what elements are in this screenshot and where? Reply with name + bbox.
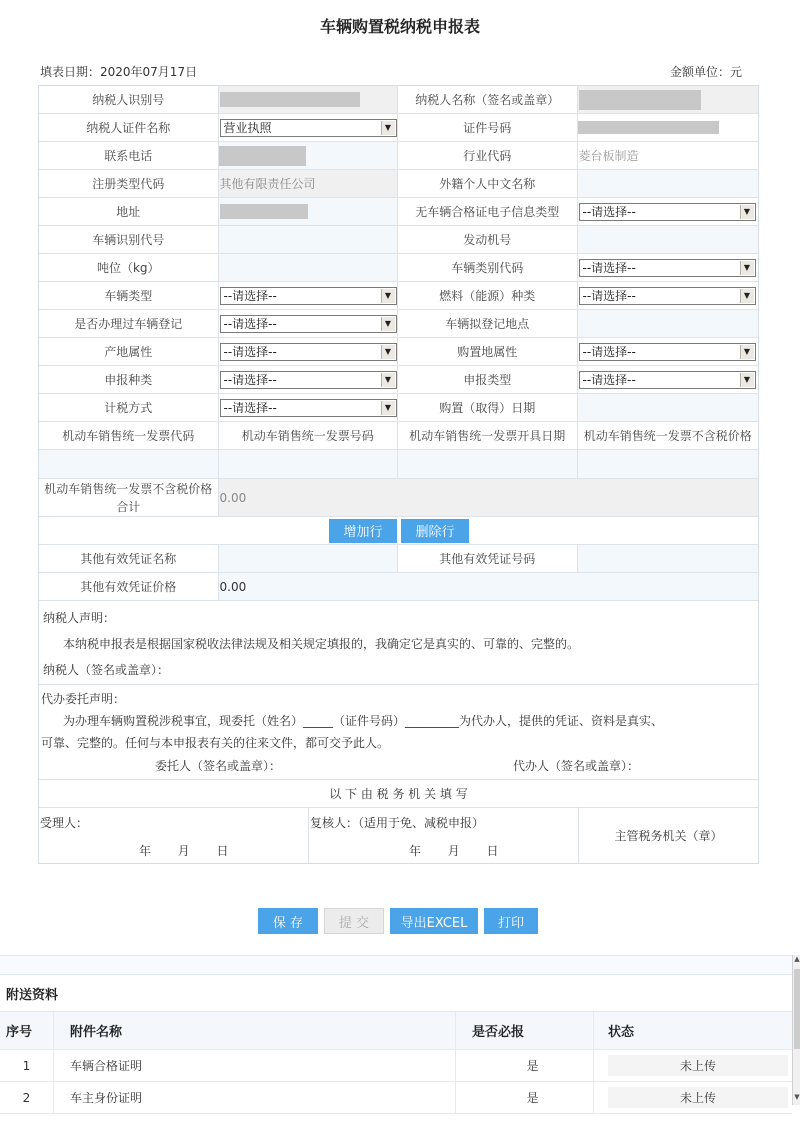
cert-no-field[interactable] <box>578 114 759 141</box>
invoice-total-label: 机动车销售统一发票不含税价格合计 <box>39 479 219 516</box>
registered-cell <box>219 310 399 337</box>
origin-label: 产地属性 <box>39 338 219 365</box>
row-name: 车主身份证明 <box>54 1082 456 1113</box>
reg-type-label: 注册类型代码 <box>39 170 219 197</box>
invoice-date-header: 机动车销售统一发票开具日期 <box>398 422 578 449</box>
redacted-value <box>579 90 701 110</box>
no-cert-cell <box>578 198 759 225</box>
chevron-down-icon[interactable]: ▼ <box>740 289 754 303</box>
row-name: 车辆合格证明 <box>54 1050 456 1081</box>
agent-title: 代办委托声明： <box>41 692 126 706</box>
fill-date: 填表日期：2020年07月17日 <box>40 65 198 79</box>
reg-place-label: 车辆拟登记地点 <box>398 310 578 337</box>
taxpayer-sign: 纳税人（签名或盖章）： <box>43 663 170 677</box>
declare-type-cell <box>578 366 759 393</box>
form-row <box>39 573 758 601</box>
chevron-down-icon[interactable]: ▼ <box>381 121 395 135</box>
declare-type-select[interactable]: --请选择-- ▼ <box>579 371 756 389</box>
row-actions <box>39 517 758 545</box>
chevron-down-icon[interactable]: ▼ <box>740 345 754 359</box>
col-name: 附件名称 <box>54 1012 456 1049</box>
fuel-label: 燃料（能源）种类 <box>398 282 578 309</box>
row-status: 未上传 <box>608 1087 788 1108</box>
vehicle-type-label: 车辆类型 <box>39 282 219 309</box>
chevron-down-icon[interactable]: ▼ <box>381 317 395 331</box>
chevron-down-icon[interactable]: ▼ <box>381 373 395 387</box>
cert-name-cell <box>219 114 399 141</box>
declare-kind-select[interactable]: --请选择-- ▼ <box>220 371 397 389</box>
vehicle-type-cell <box>219 282 399 309</box>
form-row <box>39 254 758 282</box>
registered-label: 是否办理过车辆登记 <box>39 310 219 337</box>
tonnage-input[interactable] <box>219 254 399 281</box>
engine-label: 发动机号 <box>398 226 578 253</box>
vehicle-type-select[interactable]: --请选择-- ▼ <box>220 287 397 305</box>
purchase-place-select[interactable]: --请选择-- ▼ <box>579 343 756 361</box>
row-required: 是 <box>456 1050 594 1081</box>
phone-field[interactable] <box>219 142 399 169</box>
address-field[interactable] <box>219 198 399 225</box>
industry-field: 菱台板制造 <box>578 142 759 169</box>
origin-cell <box>219 338 399 365</box>
cert-name-label: 纳税人证件名称 <box>39 114 219 141</box>
table-row <box>0 1082 792 1114</box>
add-row-button[interactable]: 增加行 <box>329 519 397 543</box>
declaration-title: 纳税人声明： <box>43 611 116 625</box>
attachments-title: 附送资料 <box>0 975 792 1012</box>
scrollbar[interactable] <box>792 955 800 1105</box>
other-cert-no-label: 其他有效凭证号码 <box>398 545 578 572</box>
redacted-value <box>219 146 306 166</box>
reviewer-cell <box>309 808 579 863</box>
vin-label: 车辆识别代号 <box>39 226 219 253</box>
print-button[interactable]: 打印 <box>484 908 538 934</box>
address-label: 地址 <box>39 198 219 225</box>
form-row <box>39 198 758 226</box>
row-status-cell <box>594 1050 792 1081</box>
tax-method-select[interactable]: --请选择-- ▼ <box>220 399 397 417</box>
declare-kind-label: 申报种类 <box>39 366 219 393</box>
fuel-cell <box>578 282 759 309</box>
other-cert-no-input[interactable] <box>578 545 759 572</box>
taxpayer-name-label: 纳税人名称（签名或盖章） <box>398 86 578 113</box>
purchase-date-label: 购置（取得）日期 <box>398 394 578 421</box>
invoice-price-input[interactable] <box>578 450 759 478</box>
vin-input[interactable] <box>219 226 399 253</box>
vehicle-category-cell <box>578 254 759 281</box>
form-row <box>39 142 758 170</box>
row-status: 未上传 <box>608 1055 788 1076</box>
page-title: 车辆购置税纳税申报表 <box>319 17 480 36</box>
other-cert-name-input[interactable] <box>219 545 399 572</box>
vehicle-category-select[interactable]: --请选择-- ▼ <box>579 259 756 277</box>
invoice-price-header: 机动车销售统一发票不含税价格 <box>583 429 752 443</box>
reviewer-date: 年 月 日 <box>409 844 499 858</box>
cert-no-label: 证件号码 <box>398 114 578 141</box>
tonnage-label: 吨位（kg） <box>39 254 219 281</box>
invoice-total-row <box>39 479 758 517</box>
invoice-no-input[interactable] <box>219 450 399 478</box>
redacted-value <box>578 121 719 134</box>
save-button[interactable]: 保 存 <box>258 908 318 934</box>
invoice-date-input[interactable] <box>398 450 578 478</box>
origin-select[interactable]: --请选择-- ▼ <box>220 343 397 361</box>
principal-sign: 委托人（签名或盖章）： <box>155 759 282 773</box>
declare-kind-cell <box>219 366 399 393</box>
no-cert-select[interactable]: --请选择-- ▼ <box>579 203 756 221</box>
attachments-header <box>0 1012 792 1050</box>
purchase-date-input[interactable] <box>578 394 759 421</box>
form-row <box>39 545 758 573</box>
form-row <box>39 338 758 366</box>
col-required: 是否必报 <box>456 1012 594 1049</box>
agent-declaration <box>39 685 758 780</box>
other-cert-name-label: 其他有效凭证名称 <box>39 545 219 572</box>
tax-method-cell <box>219 394 399 421</box>
engine-input[interactable] <box>578 226 759 253</box>
taxpayer-declaration <box>39 601 758 685</box>
form-row <box>39 86 758 114</box>
other-cert-price-input[interactable]: 0.00 <box>219 573 759 600</box>
form-row <box>39 282 758 310</box>
industry-label: 行业代码 <box>398 142 578 169</box>
chevron-down-icon[interactable]: ▼ <box>740 373 754 387</box>
invoice-header-row <box>39 422 758 450</box>
taxpayer-id-field[interactable] <box>219 86 399 113</box>
receiver-label: 受理人： <box>40 816 89 830</box>
form-row <box>39 226 758 254</box>
purchase-place-cell <box>578 338 759 365</box>
form-row <box>39 310 758 338</box>
invoice-code-header: 机动车销售统一发票代码 <box>39 422 219 449</box>
purchase-place-label: 购置地属性 <box>398 338 578 365</box>
cert-name-select[interactable]: 营业执照 ▼ <box>220 119 397 137</box>
declaration-text: 本纳税申报表是根据国家税收法律法规及相关规定填报的，我确定它是真实的、可靠的、完整的。 <box>63 637 580 651</box>
reg-place-input[interactable] <box>578 310 759 337</box>
invoice-input-row <box>39 450 758 479</box>
other-cert-price-label: 其他有效凭证价格 <box>39 573 219 600</box>
form-row <box>39 114 758 142</box>
agent-text-1: 为办理车辆购置税涉税事宜，现委托（姓名）_____（证件号码）_________为代办人，提供的凭证、资料是真实、 <box>63 714 664 728</box>
no-cert-label: 无车辆合格证电子信息类型 <box>398 198 578 225</box>
reg-type-field: 其他有限责任公司 <box>219 170 399 197</box>
registered-select[interactable]: --请选择-- ▼ <box>220 315 397 333</box>
scroll-down-icon[interactable]: ▼ <box>794 1093 800 1101</box>
form-row <box>39 366 758 394</box>
tax-method-label: 计税方式 <box>39 394 219 421</box>
chevron-down-icon[interactable]: ▼ <box>381 289 395 303</box>
taxpayer-id-label: 纳税人识别号 <box>39 86 219 113</box>
row-required: 是 <box>456 1082 594 1113</box>
delete-row-button[interactable]: 删除行 <box>401 519 469 543</box>
phone-label: 联系电话 <box>39 142 219 169</box>
chevron-down-icon[interactable]: ▼ <box>740 261 754 275</box>
row-no: 2 <box>0 1082 54 1113</box>
invoice-code-input[interactable] <box>39 450 219 478</box>
form-row <box>39 170 758 198</box>
reviewer-label: 复核人：（适用于免、减税申报） <box>310 816 485 830</box>
declare-type-label: 申报类型 <box>398 366 578 393</box>
declaration-form <box>38 85 759 864</box>
amount-unit: 金额单位：元 <box>669 65 742 79</box>
agent-sign: 代办人（签名或盖章）： <box>513 759 640 773</box>
redacted-value <box>220 92 360 107</box>
receiver-date: 年 月 日 <box>139 844 229 858</box>
submit-button[interactable]: 提 交 <box>324 908 384 934</box>
attachments-panel <box>0 955 792 1114</box>
tax-office-fill: 以 下 由 税 务 机 关 填 写 <box>39 780 758 808</box>
redacted-value <box>220 204 308 219</box>
row-no: 1 <box>0 1050 54 1081</box>
row-actions-cell <box>39 517 758 544</box>
foreign-name-label: 外籍个人中文名称 <box>398 170 578 197</box>
export-excel-button[interactable]: 导出EXCEL <box>390 908 478 934</box>
invoice-total-value: 0.00 <box>219 479 758 516</box>
fuel-select[interactable]: --请选择-- ▼ <box>579 287 756 305</box>
form-row <box>39 394 758 422</box>
foreign-name-input[interactable] <box>578 170 759 197</box>
chevron-down-icon[interactable]: ▼ <box>381 345 395 359</box>
chevron-down-icon[interactable]: ▼ <box>381 401 395 415</box>
row-status-cell <box>594 1082 792 1113</box>
col-status: 状态 <box>608 1025 635 1040</box>
taxpayer-name-field[interactable] <box>578 86 759 113</box>
receiver-cell <box>39 808 309 863</box>
table-row <box>0 1050 792 1082</box>
tax-office-row <box>39 808 758 863</box>
action-bar <box>0 908 800 934</box>
invoice-no-header: 机动车销售统一发票号码 <box>219 422 399 449</box>
col-no: 序号 <box>0 1012 54 1049</box>
tax-authority: 主管税务机关（章） <box>614 829 723 843</box>
agent-text-2: 可靠、完整的。任何与本申报表有关的往来文件，都可交予此人。 <box>41 736 390 750</box>
scrollbar-thumb[interactable] <box>794 969 800 1049</box>
attachments-topbar <box>0 955 792 975</box>
chevron-down-icon[interactable]: ▼ <box>740 205 754 219</box>
vehicle-category-label: 车辆类别代码 <box>398 254 578 281</box>
scroll-up-icon[interactable]: ▲ <box>794 955 800 963</box>
